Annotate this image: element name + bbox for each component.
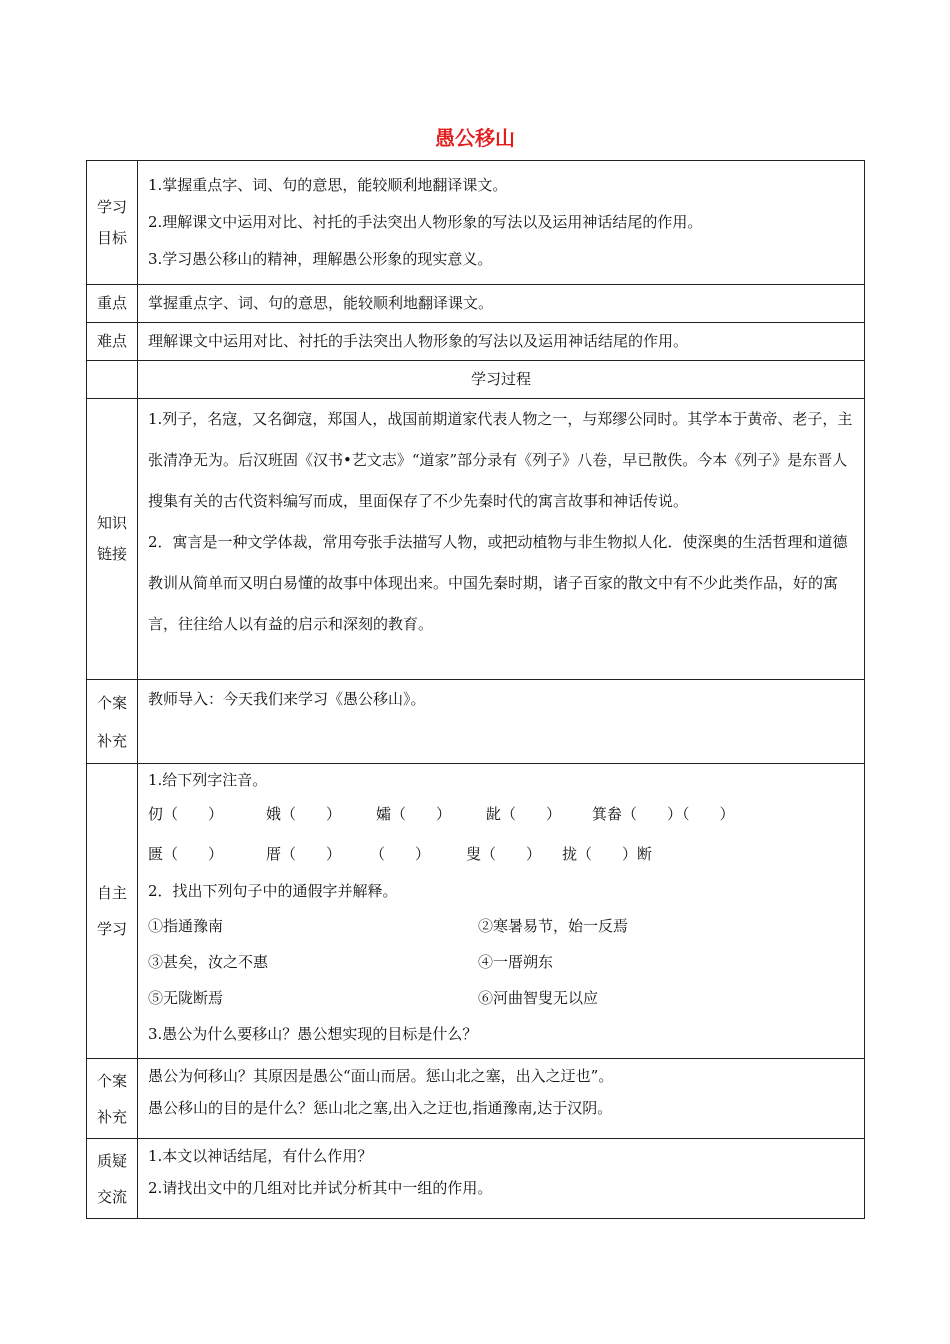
difficulty-label: 难点 bbox=[87, 323, 138, 361]
pinyin-item: 叟（ ） bbox=[466, 845, 542, 863]
case-text-2 bbox=[138, 1059, 865, 1139]
self-study-label-line-1: 自主 bbox=[96, 884, 127, 902]
knowledge-paragraph: 2．寓言是一种文学体裁，常用夸张手法描写人物，或把动植物与非生物拟人化．使深奥的生活哲理和道德教训从简单而又明白易懂的故事中体现出来。中国先秦时期，诸子百家的散文中有不少此类作品，好的寓言，往往给人以有益的启示和深刻的教育。 bbox=[148, 533, 848, 633]
discussion-content bbox=[138, 1139, 865, 1219]
case-label-1-line-1: 个案 bbox=[96, 693, 127, 712]
goal-question: 3.愚公为什么要移山？愚公想实现的目标是什么？ bbox=[148, 1025, 478, 1043]
knowledge-paragraph: 1.列子，名寇，又名御寇，郑国人，战国前期道家代表人物之一，与郑缪公同时。其学本于黄帝、老子，主张清净无为。后汉班固《汉书•艺文志》“道家”部分录有《列子》八卷，早已散佚。今本《列子》是东晋人搜集有关的古代资料编写而成，里面保存了不少先秦时代的寓言故事和神话传说。 bbox=[148, 410, 853, 510]
key-point-label: 重点 bbox=[87, 285, 138, 323]
pinyin-item: 厝（ ） bbox=[266, 845, 342, 863]
pinyin-question: 1.给下列字注音。 bbox=[148, 771, 268, 789]
page-title: 愚公移山 bbox=[435, 126, 515, 150]
tongjia-item: ②寒暑易节，始一反焉 bbox=[478, 917, 629, 935]
pinyin-item: （ ） bbox=[370, 845, 431, 863]
tongjia-pair bbox=[148, 980, 854, 1016]
pinyin-item: 拢（ ）断 bbox=[562, 845, 653, 863]
case-row-2 bbox=[87, 1059, 865, 1139]
tongjia-item: ①指通豫南 bbox=[148, 917, 224, 935]
tongjia-item: ⑥河曲智叟无以应 bbox=[478, 989, 599, 1007]
goals-content bbox=[138, 161, 865, 285]
discussion-label-line-1: 质疑 bbox=[96, 1151, 127, 1170]
case-label-1 bbox=[87, 680, 138, 764]
case-label-2-line-2: 补充 bbox=[96, 1107, 127, 1126]
knowledge-row bbox=[87, 399, 865, 680]
discussion-label-line-2: 交流 bbox=[96, 1187, 127, 1206]
self-study-label bbox=[87, 764, 138, 1059]
tongjia-pair bbox=[148, 908, 854, 944]
process-header: 学习过程 bbox=[138, 361, 865, 399]
tongjia-question: 2．找出下列句子中的通假字并解释。 bbox=[148, 882, 398, 900]
pinyin-item: 龀（ ） bbox=[486, 805, 562, 823]
goals-label-line-2: 目标 bbox=[96, 228, 127, 247]
pinyin-row-1 bbox=[148, 794, 854, 834]
case-label-2 bbox=[87, 1059, 138, 1139]
case-row-1 bbox=[87, 680, 865, 764]
lesson-plan-table bbox=[86, 160, 865, 1219]
discussion-question: 2.请找出文中的几组对比并试分析其中一组的作用。 bbox=[148, 1179, 493, 1197]
tongjia-item: ④一厝朔东 bbox=[478, 953, 554, 971]
difficulty-text: 理解课文中运用对比、衬托的手法突出人物形象的写法以及运用神话结尾的作用。 bbox=[138, 323, 865, 361]
case-answer-line: 愚公移山的目的是什么？惩山北之塞,出入之迂也,指通豫南,达于汉阴。 bbox=[148, 1099, 613, 1117]
pinyin-item: 仞（ ） bbox=[148, 805, 224, 823]
goals-label bbox=[87, 161, 138, 285]
tongjia-item: ⑤无陇断焉 bbox=[148, 989, 224, 1007]
key-point-text: 掌握重点字、词、句的意思，能较顺利地翻译课文。 bbox=[138, 285, 865, 323]
tongjia-pair bbox=[148, 944, 854, 980]
case-intro-text: 教师导入：今天我们来学习《愚公移山》。 bbox=[148, 690, 426, 708]
goal-item: 2.理解课文中运用对比、衬托的手法突出人物形象的写法以及运用神话结尾的作用。 bbox=[148, 213, 703, 231]
goals-label-line-1: 学习 bbox=[96, 197, 127, 216]
knowledge-content bbox=[138, 399, 865, 680]
self-study-content bbox=[138, 764, 865, 1059]
pinyin-item: 娥（ ） bbox=[266, 805, 342, 823]
discussion-row bbox=[87, 1139, 865, 1219]
pinyin-item: 匮（ ） bbox=[148, 845, 224, 863]
case-label-2-line-1: 个案 bbox=[96, 1071, 127, 1090]
difficulty-row bbox=[87, 323, 865, 361]
knowledge-label bbox=[87, 399, 138, 680]
knowledge-label-line-1: 知识 bbox=[96, 514, 127, 532]
case-answer-line: 愚公为何移山？其原因是愚公“面山而居。惩山北之塞，出入之迂也”。 bbox=[148, 1067, 614, 1085]
goal-item: 3.学习愚公移山的精神，理解愚公形象的现实意义。 bbox=[148, 250, 493, 268]
goals-row bbox=[87, 161, 865, 285]
pinyin-row-2 bbox=[148, 834, 854, 874]
self-study-label-line-2: 学习 bbox=[96, 920, 127, 938]
knowledge-label-line-2: 链接 bbox=[96, 545, 127, 563]
key-point-row bbox=[87, 285, 865, 323]
self-study-row bbox=[87, 764, 865, 1059]
goal-item: 1.掌握重点字、词、句的意思，能较顺利地翻译课文。 bbox=[148, 176, 508, 194]
pinyin-item: 箕畚（ ）（ ） bbox=[592, 805, 735, 823]
case-text-1 bbox=[138, 680, 865, 764]
process-label-empty bbox=[87, 361, 138, 399]
pinyin-item: 孀（ ） bbox=[376, 805, 452, 823]
discussion-question: 1.本文以神话结尾，有什么作用？ bbox=[148, 1147, 373, 1165]
case-label-1-line-2: 补充 bbox=[96, 731, 127, 750]
process-row bbox=[87, 361, 865, 399]
tongjia-item: ③甚矣，汝之不惠 bbox=[148, 953, 269, 971]
discussion-label bbox=[87, 1139, 138, 1219]
